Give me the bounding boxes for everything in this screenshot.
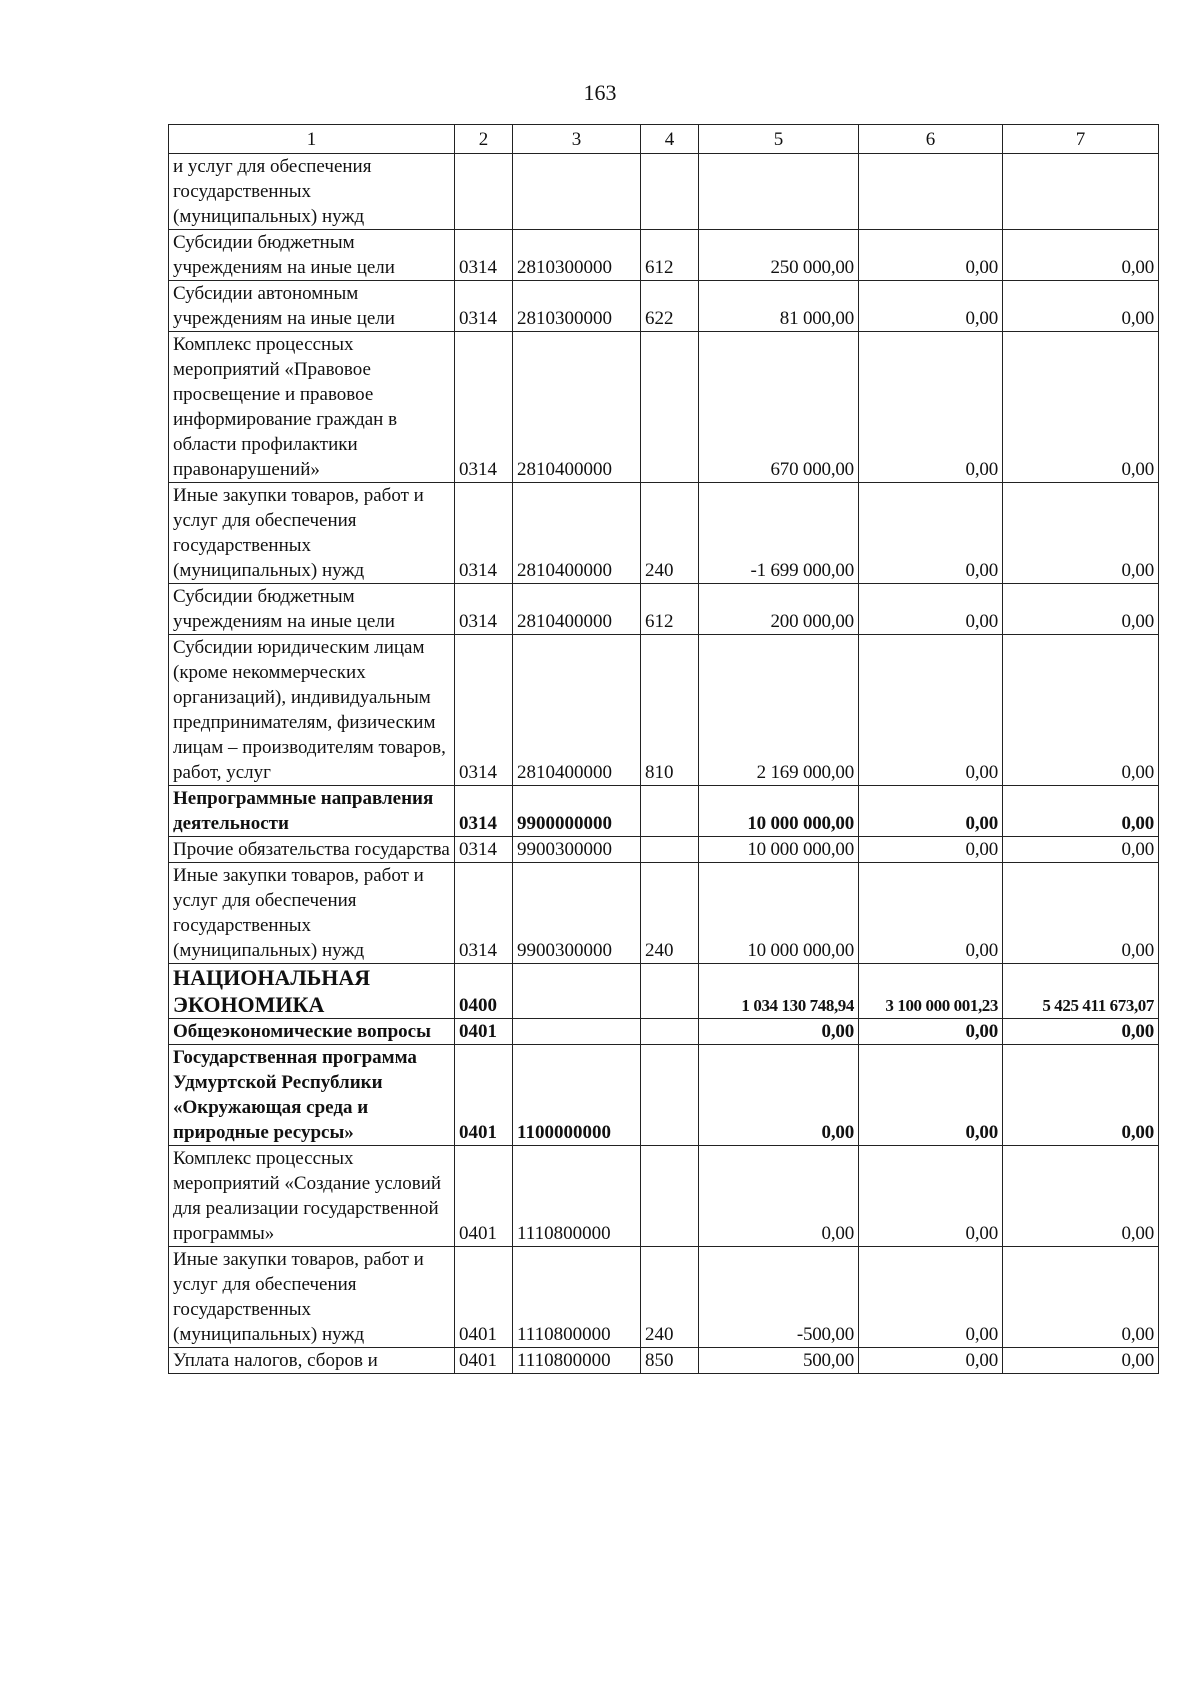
expense-type-code (641, 1045, 699, 1146)
expense-type-code (641, 154, 699, 230)
amount-col-5: 500,00 (699, 1348, 859, 1374)
amount-col-6: 0,00 (859, 786, 1003, 837)
amount-col-5: 10 000 000,00 (699, 786, 859, 837)
amount-col-5: 0,00 (699, 1019, 859, 1045)
expense-type-code: 240 (641, 483, 699, 584)
row-name: Субсидии автономным учреждениям на иные цели (169, 281, 455, 332)
table-row (169, 1348, 1159, 1374)
amount-col-6: 3 100 000 001,23 (859, 964, 1003, 1019)
target-article-code: 2810400000 (513, 635, 641, 786)
target-article-code (513, 154, 641, 230)
target-article-code (513, 1019, 641, 1045)
table-row (169, 964, 1159, 1019)
amount-col-6: 0,00 (859, 1045, 1003, 1146)
target-article-code (513, 964, 641, 1019)
section-code: 0314 (455, 230, 513, 281)
table-row (169, 1019, 1159, 1045)
table-row (169, 281, 1159, 332)
amount-col-6: 0,00 (859, 1247, 1003, 1348)
expense-type-code: 612 (641, 584, 699, 635)
amount-col-6: 0,00 (859, 584, 1003, 635)
row-name: Комплекс процессных мероприятий «Создание условий для реализации государственной программы» (169, 1146, 455, 1247)
amount-col-5: 200 000,00 (699, 584, 859, 635)
row-name: Иные закупки товаров, работ и услуг для обеспечения государственных (муниципальных) нужд (169, 1247, 455, 1348)
row-name: Уплата налогов, сборов и (169, 1348, 455, 1374)
amount-col-5: 1 034 130 748,94 (699, 964, 859, 1019)
section-code: 0314 (455, 483, 513, 584)
amount-col-7: 0,00 (1003, 332, 1159, 483)
table-body (169, 154, 1159, 1374)
table-row (169, 786, 1159, 837)
target-article-code: 2810400000 (513, 584, 641, 635)
target-article-code: 1110800000 (513, 1247, 641, 1348)
table-row (169, 584, 1159, 635)
amount-col-7: 0,00 (1003, 1019, 1159, 1045)
section-code: 0314 (455, 584, 513, 635)
table-header-row (169, 125, 1159, 154)
amount-col-5: 250 000,00 (699, 230, 859, 281)
table-row (169, 635, 1159, 786)
section-code: 0401 (455, 1146, 513, 1247)
column-header: 1 (169, 125, 455, 154)
row-name: Субсидии бюджетным учреждениям на иные цели (169, 230, 455, 281)
amount-col-7: 0,00 (1003, 863, 1159, 964)
amount-col-6: 0,00 (859, 1019, 1003, 1045)
section-code: 0401 (455, 1019, 513, 1045)
amount-col-7 (1003, 154, 1159, 230)
amount-col-7: 0,00 (1003, 1247, 1159, 1348)
table-row (169, 1045, 1159, 1146)
section-code: 0400 (455, 964, 513, 1019)
expense-type-code (641, 1019, 699, 1045)
column-header: 2 (455, 125, 513, 154)
row-name: Общеэкономические вопросы (169, 1019, 455, 1045)
target-article-code: 2810300000 (513, 281, 641, 332)
amount-col-6: 0,00 (859, 483, 1003, 584)
expense-type-code: 612 (641, 230, 699, 281)
amount-col-7: 0,00 (1003, 1348, 1159, 1374)
section-code: 0401 (455, 1348, 513, 1374)
amount-col-5: 2 169 000,00 (699, 635, 859, 786)
section-code: 0314 (455, 281, 513, 332)
expense-type-code (641, 332, 699, 483)
expense-type-code (641, 786, 699, 837)
amount-col-6: 0,00 (859, 837, 1003, 863)
expense-type-code: 850 (641, 1348, 699, 1374)
expense-type-code: 240 (641, 1247, 699, 1348)
amount-col-6: 0,00 (859, 1146, 1003, 1247)
amount-col-6: 0,00 (859, 230, 1003, 281)
amount-col-7: 0,00 (1003, 281, 1159, 332)
target-article-code: 2810400000 (513, 332, 641, 483)
column-header: 3 (513, 125, 641, 154)
target-article-code: 2810400000 (513, 483, 641, 584)
amount-col-5: 10 000 000,00 (699, 837, 859, 863)
section-code: 0314 (455, 786, 513, 837)
amount-col-5: 10 000 000,00 (699, 863, 859, 964)
amount-col-7: 0,00 (1003, 230, 1159, 281)
target-article-code: 9900000000 (513, 786, 641, 837)
amount-col-7: 0,00 (1003, 1146, 1159, 1247)
amount-col-7: 0,00 (1003, 1045, 1159, 1146)
expense-type-code: 240 (641, 863, 699, 964)
amount-col-5: 0,00 (699, 1146, 859, 1247)
amount-col-5: 670 000,00 (699, 332, 859, 483)
amount-col-6: 0,00 (859, 332, 1003, 483)
expense-type-code: 810 (641, 635, 699, 786)
row-name: Субсидии бюджетным учреждениям на иные цели (169, 584, 455, 635)
amount-col-7: 0,00 (1003, 584, 1159, 635)
row-name: НАЦИОНАЛЬНАЯ ЭКОНОМИКА (169, 964, 455, 1019)
amount-col-5 (699, 154, 859, 230)
row-name: Непрограммные направления деятельности (169, 786, 455, 837)
column-header: 5 (699, 125, 859, 154)
section-code (455, 154, 513, 230)
table-row (169, 1146, 1159, 1247)
amount-col-6: 0,00 (859, 1348, 1003, 1374)
amount-col-7: 5 425 411 673,07 (1003, 964, 1159, 1019)
expense-type-code (641, 837, 699, 863)
amount-col-6: 0,00 (859, 281, 1003, 332)
section-code: 0401 (455, 1045, 513, 1146)
table-row (169, 154, 1159, 230)
table-row (169, 837, 1159, 863)
page-number: 163 (583, 80, 617, 105)
section-code: 0401 (455, 1247, 513, 1348)
amount-col-5: -1 699 000,00 (699, 483, 859, 584)
row-name: Прочие обязательства государства (169, 837, 455, 863)
section-code: 0314 (455, 635, 513, 786)
budget-table (168, 124, 1159, 1374)
table-row (169, 1247, 1159, 1348)
section-code: 0314 (455, 863, 513, 964)
row-name: Субсидии юридическим лицам (кроме некоммерческих организаций), индивидуальным предпринимателям, физическим лицам – производителям товаров, работ, услуг (169, 635, 455, 786)
amount-col-5: 0,00 (699, 1045, 859, 1146)
target-article-code: 9900300000 (513, 863, 641, 964)
amount-col-6 (859, 154, 1003, 230)
target-article-code: 1100000000 (513, 1045, 641, 1146)
row-name: Государственная программа Удмуртской Республики «Окружающая среда и природные ресурсы» (169, 1045, 455, 1146)
expense-type-code: 622 (641, 281, 699, 332)
target-article-code: 1110800000 (513, 1146, 641, 1247)
target-article-code: 9900300000 (513, 837, 641, 863)
amount-col-7: 0,00 (1003, 483, 1159, 584)
amount-col-6: 0,00 (859, 863, 1003, 964)
table-row (169, 332, 1159, 483)
expense-type-code (641, 1146, 699, 1247)
column-header: 7 (1003, 125, 1159, 154)
expense-type-code (641, 964, 699, 1019)
table-row (169, 230, 1159, 281)
amount-col-6: 0,00 (859, 635, 1003, 786)
table-row (169, 483, 1159, 584)
amount-col-7: 0,00 (1003, 635, 1159, 786)
target-article-code: 1110800000 (513, 1348, 641, 1374)
row-name: и услуг для обеспечения государственных (муниципальных) нужд (169, 154, 455, 230)
amount-col-7: 0,00 (1003, 786, 1159, 837)
row-name: Комплекс процессных мероприятий «Правовое просвещение и правовое информирование граждан в области профилактики правонарушений» (169, 332, 455, 483)
table-row (169, 863, 1159, 964)
column-header: 4 (641, 125, 699, 154)
section-code: 0314 (455, 837, 513, 863)
target-article-code: 2810300000 (513, 230, 641, 281)
section-code: 0314 (455, 332, 513, 483)
column-header: 6 (859, 125, 1003, 154)
amount-col-5: -500,00 (699, 1247, 859, 1348)
amount-col-5: 81 000,00 (699, 281, 859, 332)
amount-col-7: 0,00 (1003, 837, 1159, 863)
row-name: Иные закупки товаров, работ и услуг для обеспечения государственных (муниципальных) нужд (169, 483, 455, 584)
row-name: Иные закупки товаров, работ и услуг для обеспечения государственных (муниципальных) нужд (169, 863, 455, 964)
